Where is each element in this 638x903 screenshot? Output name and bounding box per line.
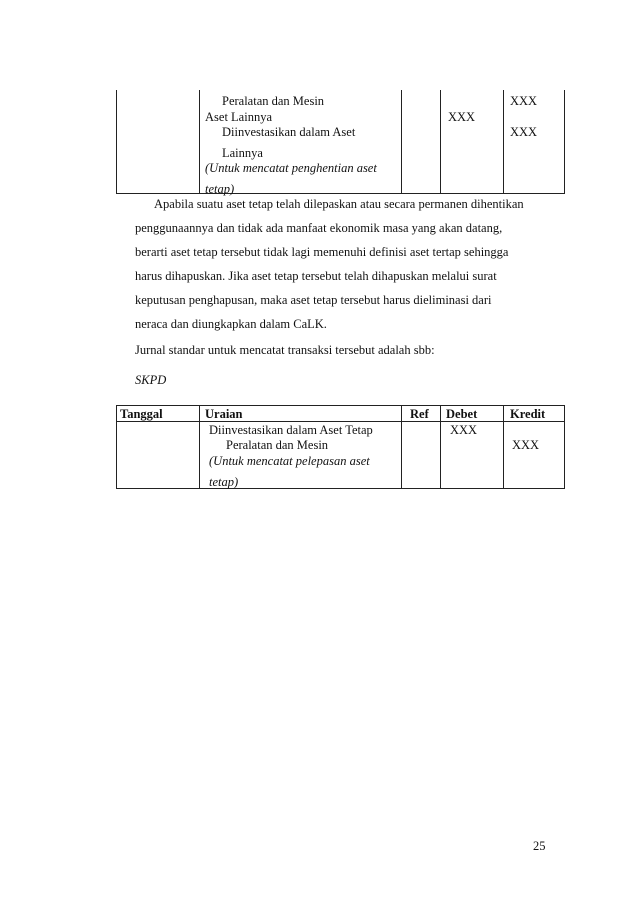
table2-border-bottom xyxy=(116,488,565,489)
paragraph-line-3: berarti aset tetap tersebut tidak lagi memenuhi definisi aset tertap sehingga xyxy=(135,245,509,259)
table2-border-right xyxy=(564,405,565,489)
table1-kredit-value-2: XXX xyxy=(510,125,538,139)
table1-divider-tanggal xyxy=(199,90,200,194)
table1-divider-ref xyxy=(440,90,441,194)
journal-intro: Jurnal standar untuk mencatat transaksi tersebut adalah sbb: xyxy=(135,343,435,357)
table1-uraian-diinvestasikan: Diinvestasikan dalam Aset xyxy=(222,125,356,139)
table2-note-line2: tetap) xyxy=(209,475,239,489)
page-number: 25 xyxy=(533,839,546,853)
table1-note-line2: tetap) xyxy=(205,182,235,196)
table2-debet-value: XXX xyxy=(450,423,478,437)
paragraph-line-4: harus dihapuskan. Jika aset tetap tersebut telah dihapuskan melalui surat xyxy=(135,269,497,283)
table2-divider-ref xyxy=(440,405,441,489)
paragraph-line-5: keputusan penghapusan, maka aset tetap tersebut harus dieliminasi dari xyxy=(135,293,492,307)
table1-border-left xyxy=(116,90,117,194)
table2-border-left xyxy=(116,405,117,489)
table2-header-tanggal: Tanggal xyxy=(120,407,163,421)
table2-kredit-value: XXX xyxy=(512,438,540,452)
table2-uraian-diinvestasikan: Diinvestasikan dalam Aset Tetap xyxy=(209,423,373,437)
section-label-skpd: SKPD xyxy=(135,373,167,387)
table1-divider-debet xyxy=(503,90,504,194)
table2-divider-tanggal xyxy=(199,405,200,489)
table1-border-bottom xyxy=(116,193,565,194)
table2-header-ref: Ref xyxy=(410,407,429,421)
table2-header-uraian: Uraian xyxy=(205,407,243,421)
table2-header-debet: Debet xyxy=(446,407,478,421)
table2-uraian-peralatan: Peralatan dan Mesin xyxy=(226,438,329,452)
table2-note-line1: (Untuk mencatat pelepasan aset xyxy=(209,454,370,468)
table2-divider-debet xyxy=(503,405,504,489)
table1-uraian-aset-lainnya: Aset Lainnya xyxy=(205,110,272,124)
table2-divider-uraian xyxy=(401,405,402,489)
paragraph-line-6: neraca dan diungkapkan dalam CaLK. xyxy=(135,317,327,331)
table2-header-kredit: Kredit xyxy=(510,407,546,421)
paragraph-line-1: Apabila suatu aset tetap telah dilepaskan atau secara permanen dihentikan xyxy=(154,197,524,211)
table1-debet-value: XXX xyxy=(448,110,476,124)
table1-divider-uraian xyxy=(401,90,402,194)
paragraph-line-2: penggunaannya dan tidak ada manfaat ekonomik masa yang akan datang, xyxy=(135,221,503,235)
table1-border-right xyxy=(564,90,565,194)
table2-header-divider xyxy=(116,421,565,422)
table2-border-top xyxy=(116,405,565,406)
table1-uraian-peralatan: Peralatan dan Mesin xyxy=(222,94,325,108)
table1-kredit-value-1: XXX xyxy=(510,94,538,108)
table1-note-line1: (Untuk mencatat penghentian aset xyxy=(205,161,377,175)
table1-uraian-lainnya: Lainnya xyxy=(222,146,263,160)
